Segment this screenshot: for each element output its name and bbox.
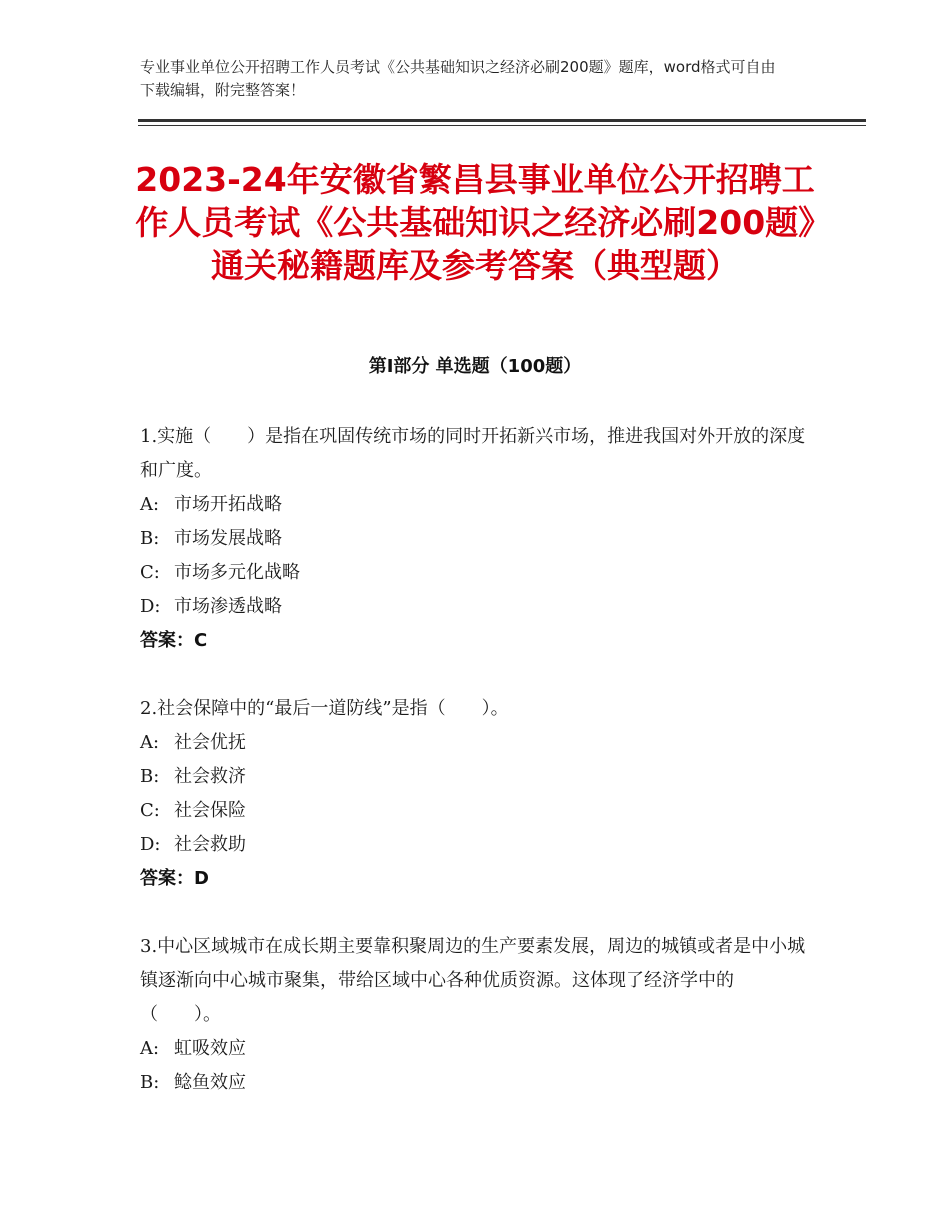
- question-stem: 1.实施（ ）是指在巩固传统市场的同时开拓新兴市场，推进我国对外开放的深度和广度。: [140, 426, 806, 481]
- option-b: [140, 760, 810, 794]
- question-1: [140, 420, 810, 658]
- question-stem: 2.社会保障中的“最后一道防线”是指（ ）。: [140, 698, 509, 719]
- section-title: 第Ⅰ部分 单选题（100题）: [368, 356, 582, 377]
- option-text: 市场渗透战略: [174, 596, 282, 617]
- option-label: A:: [140, 494, 160, 515]
- option-text: 鲶鱼效应: [174, 1072, 246, 1093]
- option-text: 市场开拓战略: [174, 494, 282, 515]
- option-a: [140, 488, 810, 522]
- answer-line: 答案：C: [140, 630, 208, 651]
- option-text: 市场多元化战略: [174, 562, 300, 583]
- answer-line: 答案：D: [140, 868, 209, 889]
- document-title: 2023-24年安徽省繁昌县事业单位公开招聘工作人员考试《公共基础知识之经济必刷200题》通关秘籍题库及参考答案（典型题）: [135, 160, 815, 285]
- option-d: [140, 590, 810, 624]
- option-c: [140, 794, 810, 828]
- question-stem: 3.中心区域城市在成长期主要靠积聚周边的生产要素发展，周边的城镇或者是中小城镇逐渐向中心城市聚集，带给区域中心各种优质资源。这体现了经济学中的（ ）。: [140, 936, 806, 1025]
- option-b: [140, 1066, 810, 1100]
- option-text: 市场发展战略: [174, 528, 282, 549]
- option-label: B:: [140, 766, 160, 787]
- header-note: 专业事业单位公开招聘工作人员考试《公共基础知识之经济必刷200题》题库，word格式可自由下载编辑，附完整答案！: [140, 58, 776, 99]
- option-label: A:: [140, 1038, 160, 1059]
- question-3: [140, 930, 810, 1100]
- option-label: B:: [140, 528, 160, 549]
- option-d: [140, 828, 810, 862]
- option-text: 虹吸效应: [174, 1038, 246, 1059]
- option-text: 社会救助: [174, 834, 246, 855]
- option-label: D:: [140, 834, 161, 855]
- option-text: 社会保险: [174, 800, 246, 821]
- option-label: C:: [140, 562, 160, 583]
- option-b: [140, 522, 810, 556]
- option-label: D:: [140, 596, 161, 617]
- question-2: [140, 692, 810, 896]
- header-rule-thin: [138, 125, 866, 126]
- option-label: B:: [140, 1072, 160, 1093]
- option-c: [140, 556, 810, 590]
- option-a: [140, 726, 810, 760]
- option-a: [140, 1032, 810, 1066]
- option-label: C:: [140, 800, 160, 821]
- header-rule-thick: [138, 119, 866, 122]
- option-label: A:: [140, 732, 160, 753]
- option-text: 社会优抚: [174, 732, 246, 753]
- option-text: 社会救济: [174, 766, 246, 787]
